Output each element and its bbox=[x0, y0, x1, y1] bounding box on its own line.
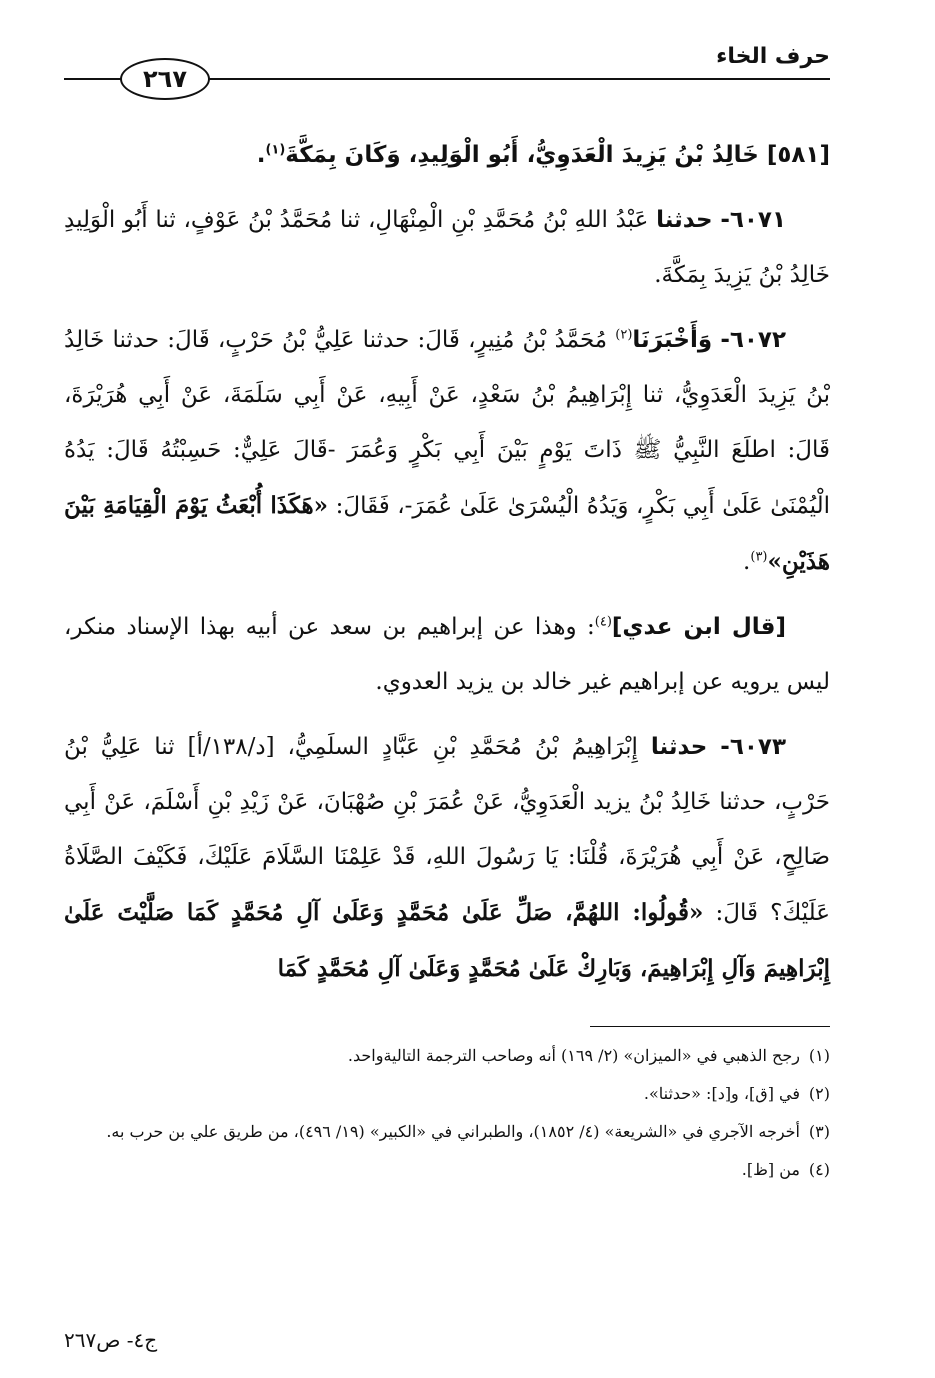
page-reference: ج٤- ص٢٦٧ bbox=[64, 1328, 158, 1352]
narration-keyword: حدثنا bbox=[650, 734, 708, 760]
footnote-3: (٣)أخرجه الآجري في «الشريعة» (٤/ ١٨٥٢)، والطبراني في «الكبير» (١٩/ ٤٩٦)، من طريق علي بن حرب به. bbox=[106, 1122, 830, 1141]
footnotes bbox=[56, 1040, 830, 1192]
biography-heading: [٥٨١] خَالِدُ بْنُ يَزِيدَ الْعَدَوِيُّ، أَبُو الْوَلِيدِ، وَكَانَ بِمَكَّةَ bbox=[285, 142, 830, 168]
footnote-divider bbox=[590, 1026, 830, 1027]
chapter-title: حرف الخاء bbox=[716, 44, 830, 69]
biography-entry: [٥٨١] خَالِدُ بْنُ يَزِيدَ الْعَدَوِيُّ، أَبُو الْوَلِيدِ، وَكَانَ بِمَكَّةَ$^{(١)}$. bbox=[256, 142, 830, 168]
narration-keyword: وَأَخْبَرَنَا bbox=[632, 327, 713, 353]
hadith-text: مُحَمَّدُ بْنُ مُنِيرٍ، قَالَ: حدثنا عَلِيُّ بْنُ حَرْبٍ، قَالَ: حدثنا خَالِدُ بْنُ يَزِيدَ الْعَدَوِيُّ، ثنا إِبْرَاهِيمُ بْنُ سَعْدٍ، عَنْ أَبِيهِ، عَنْ أَبِي سَلَمَةَ، عَنْ أَبِي هُرَيْرَةَ، قَالَ: اطلَعَ النَّبِيُّ ﷺ ذَاتَ يَوْمٍ بَيْنَ أَبِي بَكْرٍ وَعُمَرَ -قَالَ عَلِيٌّ: حَسِبْتُهُ قَالَ: يَدُهُ الْيُمْنَىٰ عَلَىٰ أَبِي بَكْرٍ، وَيَدُهُ الْيُسْرَىٰ عَلَىٰ عُمَرَ-، فَقَالَ: bbox=[64, 327, 830, 519]
hadith-6073 bbox=[64, 720, 830, 997]
footnote-4: (٤)من [ظ]. bbox=[741, 1160, 830, 1179]
main-text bbox=[64, 128, 830, 997]
footnote-ref-2: (٢) bbox=[615, 327, 633, 343]
prophetic-quote: «قُولُوا: اللهُمَّ، صَلِّ عَلَىٰ مُحَمَّدٍ وَعَلَىٰ آلِ مُحَمَّدٍ كَمَا صَلَّيْتَ عَلَىٰ إِبْرَاهِيمَ وَآلِ إِبْرَاهِيمَ، وَبَارِكْ عَلَىٰ مُحَمَّدٍ وَعَلَىٰ آلِ مُحَمَّدٍ كَمَا bbox=[64, 899, 830, 982]
hadith-6072: ٦٠٧٢- وَأَخْبَرَنَا$^{(٢)}$ مُحَمَّدُ بْنُ مُنِيرٍ، قَالَ: حدثنا عَلِيُّ بْنُ حَرْبٍ، قَالَ: حدثنا خَالِدُ بْنُ يَزِيدَ الْعَدَوِيُّ، ثنا إِبْرَاهِيمُ بْنُ سَعْدٍ، عَنْ أَبِيهِ، عَنْ أَبِي سَلَمَةَ، عَنْ أَبِي هُرَيْرَةَ، قَالَ: اطلَعَ النَّبِيُّ ﷺ ذَاتَ يَوْمٍ بَيْنَ أَبِي بَكْرٍ وَعُمَرَ -قَالَ عَلِيٌّ: حَسِبْتُهُ قَالَ: يَدُهُ الْيُمْنَىٰ عَلَىٰ أَبِي بَكْرٍ، وَيَدُهُ الْيُسْرَىٰ عَلَىٰ عُمَرَ-، فَقَالَ: «هَكَذَا أُبْعَثُ يَوْمَ الْقِيَامَةِ بَيْنَ هَذَيْنِ»$^{(٣)}$. bbox=[64, 327, 830, 575]
prophetic-quote: «هَكَذَا أُبْعَثُ يَوْمَ الْقِيَامَةِ بَيْنَ هَذَيْنِ» bbox=[64, 492, 830, 575]
hadith-6071 bbox=[64, 193, 830, 303]
footnote-2: (٢)في [ق]، و[د]: «حدثنا». bbox=[643, 1084, 830, 1103]
narration-keyword: حدثنا bbox=[656, 207, 713, 233]
footnote-ref-4: (٤) bbox=[594, 614, 612, 630]
footnote-1: (١)رجح الذهبي في «الميزان» (٢/ ١٦٩) أنه وصاحب الترجمة التاليةواحد. bbox=[347, 1046, 830, 1065]
comment-text: : وهذا عن إبراهيم بن سعد عن أبيه بهذا الإسناد منكر، ليس يرويه عن إبراهيم غير خالد بن يزيد العدوي. bbox=[64, 614, 830, 695]
hadith-number: ٦٠٧١- bbox=[720, 207, 787, 233]
hadith-number: ٦٠٧٣- bbox=[720, 734, 786, 760]
footnote-ref-1: (١) bbox=[265, 142, 286, 158]
ibn-adi-label: [قال ابن عدي] bbox=[611, 614, 786, 640]
hadith-text: إِبْرَاهِيمُ بْنُ مُحَمَّدِ بْنِ عَبَّادٍ السلَمِيُّ، [د/١٣٨/أ] ثنا عَلِيُّ بْنُ حَرْبٍ، حدثنا خَالِدُ بْنُ يزيد الْعَدَوِيُّ، عَنْ عُمَرَ بْنِ صُهْبَانَ، عَنْ زَيْدِ بْنِ أَسْلَمَ، عَنْ أَبِي صَالِحٍ، عَنْ أَبِي هُرَيْرَةَ، قُلْنَا: يَا رَسُولَ اللهِ، قَدْ عَلِمْنَا السَّلَامَ عَلَيْكَ، فَكَيْفَ الصَّلَاةُ عَلَيْكَ؟ قَالَ: bbox=[64, 734, 830, 926]
page-header bbox=[64, 40, 830, 100]
footnote-ref-3: (٣) bbox=[750, 549, 768, 565]
page-number: ٢٦٧ bbox=[120, 58, 210, 100]
ibn-adi-comment bbox=[64, 600, 830, 710]
hadith-number: ٦٠٧٢- bbox=[720, 327, 787, 353]
hadith-text: عَبْدُ اللهِ بْنُ مُحَمَّدِ بْنِ الْمِنْهَالِ، ثنا مُحَمَّدُ بْنُ عَوْفٍ، ثنا أَبُو الْوَلِيدِ خَالِدُ بْنُ يَزِيدَ بِمَكَّةَ. bbox=[64, 207, 830, 288]
